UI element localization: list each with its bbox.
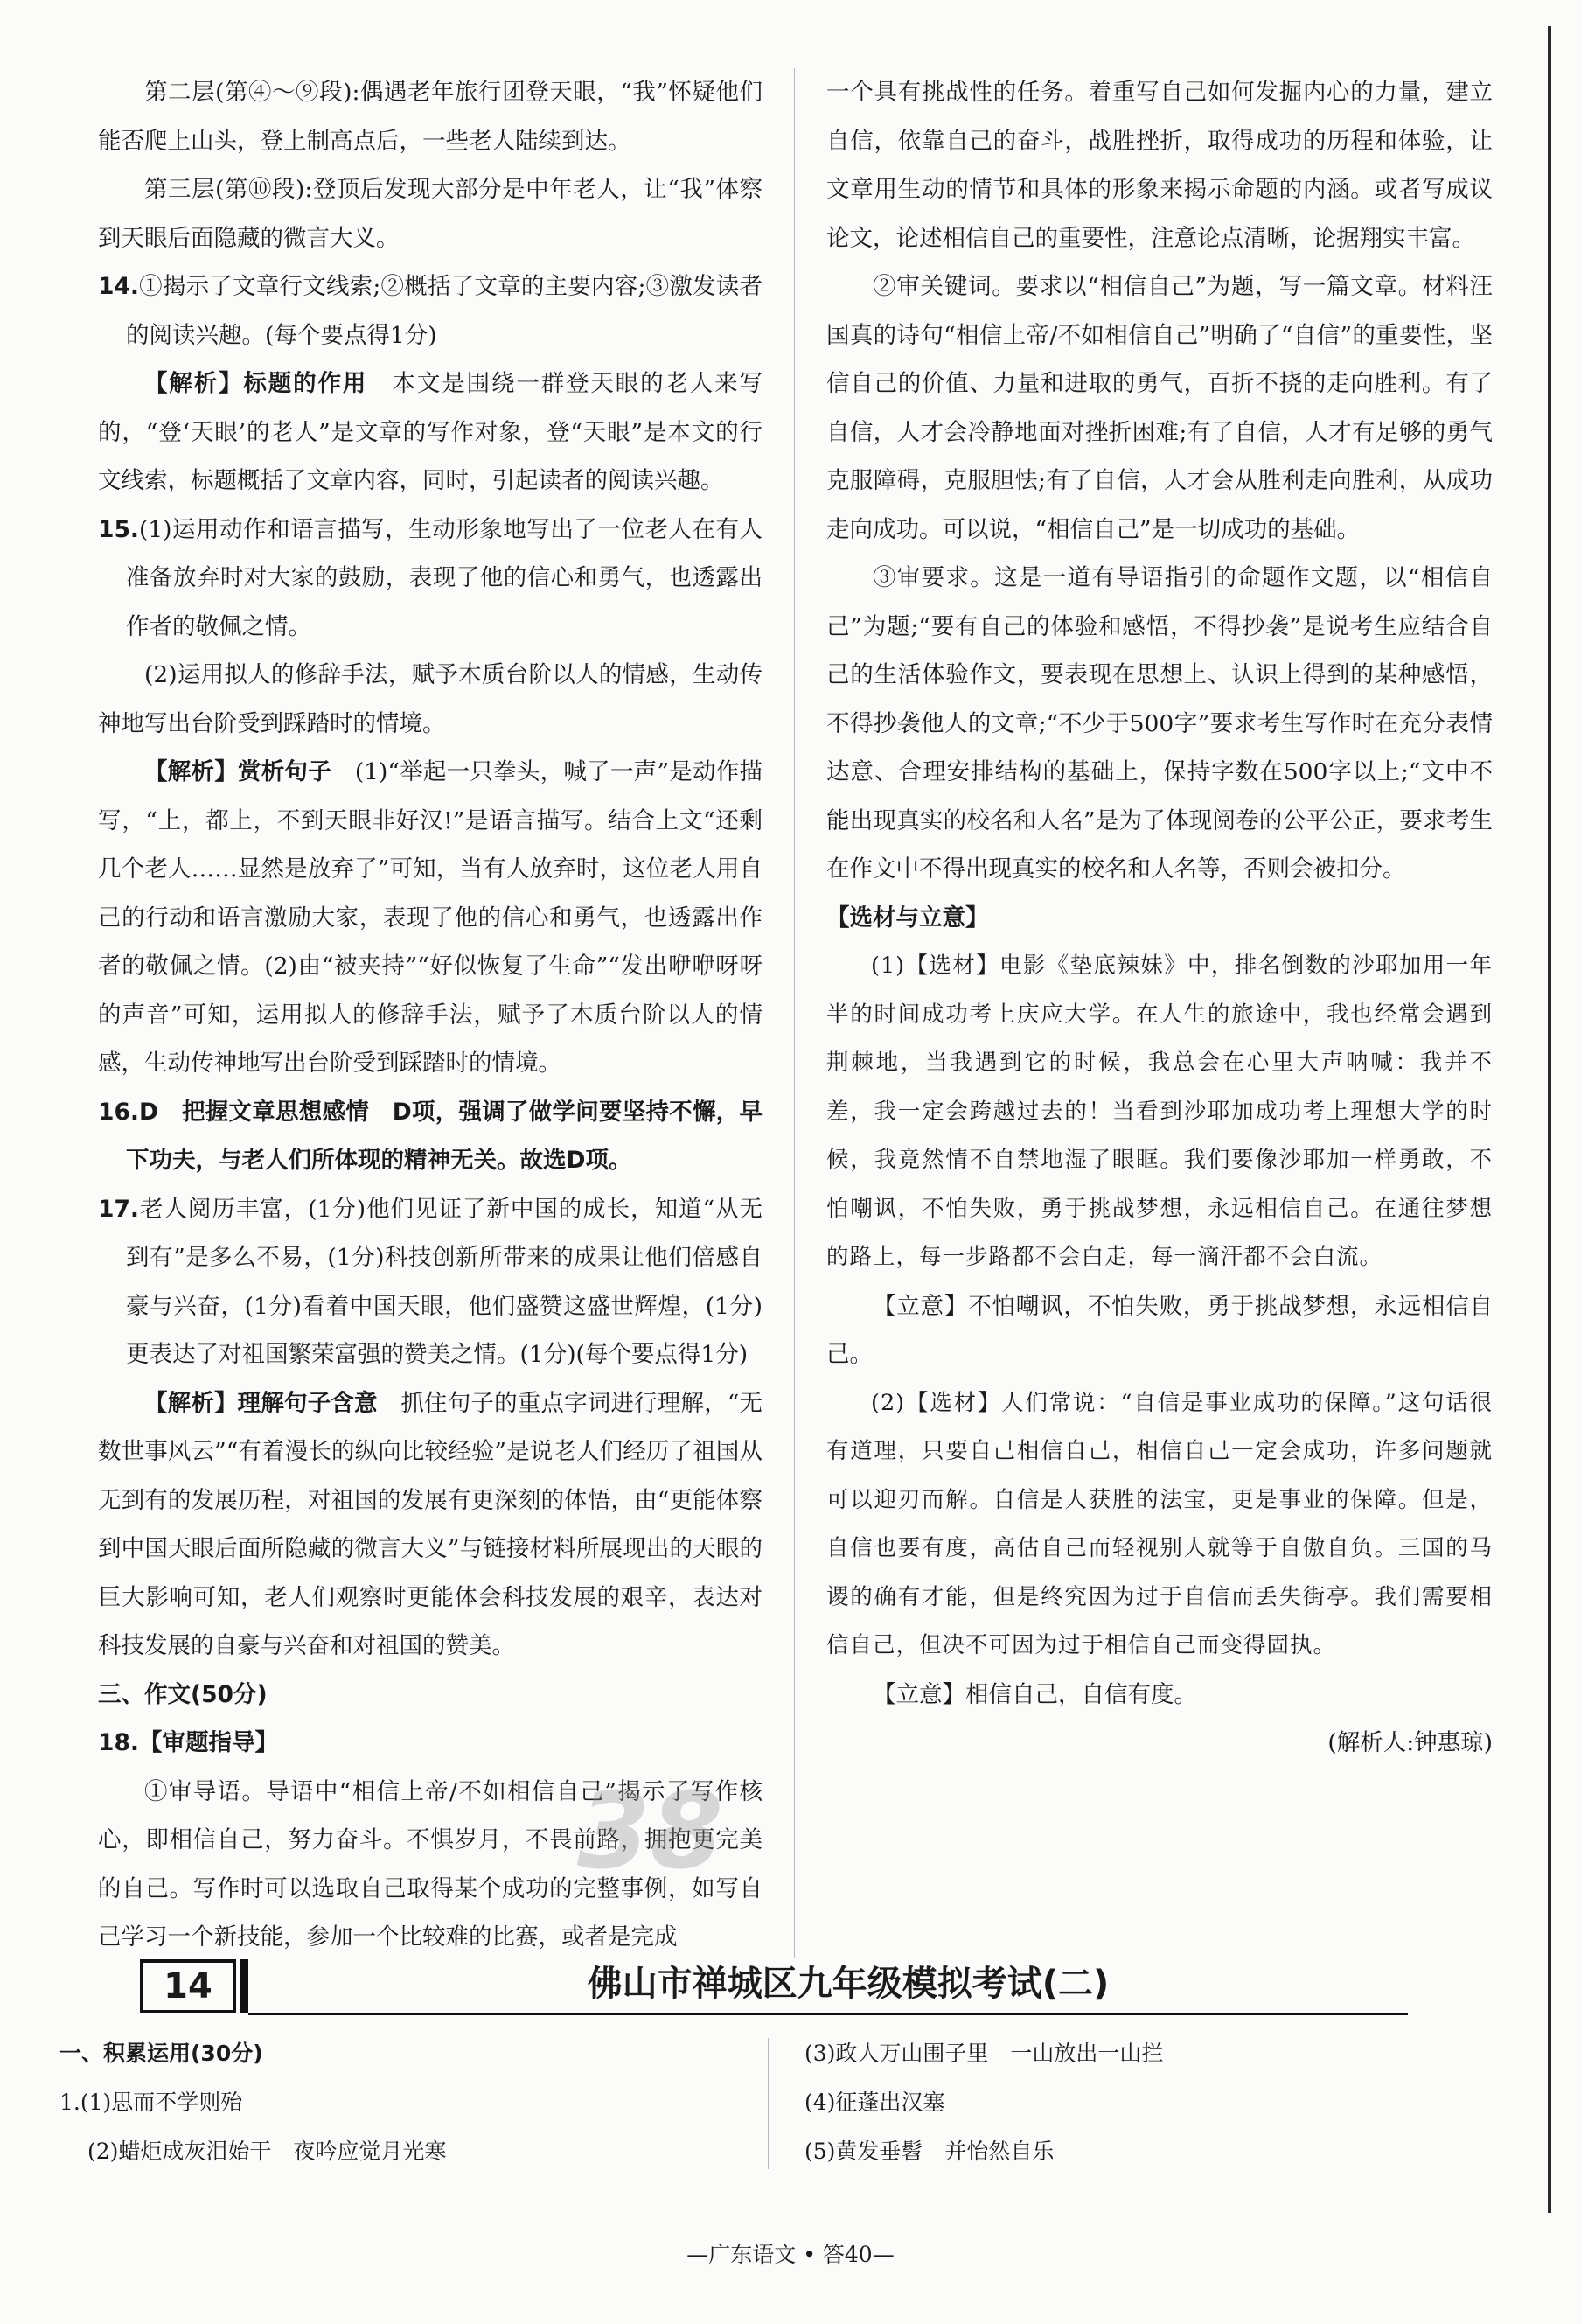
- layer3-text: 第三层(第⑩段):登顶后发现大部分是中年老人，让“我”体察到天眼后面隐藏的微言大义。: [98, 176, 763, 252]
- exam-title: 佛山市禅城区九年级模拟考试(二): [587, 1964, 1110, 2004]
- q14-tag: 【解析】标题的作用: [144, 370, 368, 397]
- guide-continuation: 一个具有挑战性的任务。着重写自己如何发掘内心的力量，建立自信，依靠自己的奋斗，战胜挫折，取得成功的历程和体验，让文章用生动的情节和具体的形象来揭示命题的内涵。或者写成议论文，论述相信自己的重要性，注意论点清晰，论据翔实丰富。: [826, 79, 1493, 252]
- watermark-logo: 38: [577, 1771, 723, 1893]
- q16-answer: [98, 1088, 763, 1185]
- right-column: [826, 68, 1493, 1768]
- idea-1: 【立意】不怕嘲讽，不怕失败，勇于挑战梦想，永远相信自己。: [826, 1292, 1493, 1368]
- guide-2-keywords: ②审关键词。要求以“相信自己”为题，写一篇文章。材料汪国真的诗句“相信上帝/不如相信自己”明确了“自信”的重要性，坚信自己的价值、力量和进取的勇气，百折不挠的走向胜利。有了自信，人才会冷静地面对挫折困难;有了自信，人才有足够的勇气克服障碍，克服胆怯;有了自信，人才会从胜利走向胜利，从成功走向成功。可以说，“相信自己”是一切成功的基础。: [826, 273, 1493, 543]
- q15-tag: 【解析】赏析句子: [144, 758, 332, 785]
- q18-number: 18.: [98, 1729, 139, 1756]
- guide-3-requirements: ③审要求。这是一道有导语指引的命题作文题，以“相信自己”为题;“要有自己的体验和感悟，不得抄袭”是说考生应结合自己的生活体验作文，要表现在思想上、认识上得到的某种感悟，不得抄袭他人的文章;“不少于500字”要求考生写作时在充分表情达意、合理安排结构的基础上，保持字数在500字以上;“文中不能出现真实的校名和人名”是为了体现阅卷的公平公正，要求考生在作文中不得出现真实的校名和人名等，否则会被扣分。: [826, 564, 1493, 883]
- exam-number-badge: 14: [140, 1959, 236, 2013]
- q14-explanation: [98, 359, 763, 506]
- q15-number: 15.: [98, 515, 139, 543]
- analyst-credit: (解析人:钟惠琼): [1327, 1729, 1493, 1756]
- q17-number: 17.: [98, 1195, 139, 1223]
- q15-answer1-text: (1)运用动作和语言描写，生动形象地写出了一位老人在有人准备放弃时对大家的鼓励，表现了他的信心和勇气，也透露出作者的敬佩之情。: [126, 515, 763, 640]
- idea-2: 【立意】相信自己，自信有度。: [873, 1680, 1197, 1708]
- q14-answer-text: ①揭示了文章行文线索;②概括了文章的主要内容;③激发读者的阅读兴趣。(每个要点得1分): [126, 273, 763, 349]
- example-2: (2)【选材】人们常说：“自信是事业成功的保障。”这句话很有道理，只要自己相信自己，相信自己一定会成功，许多问题就可以迎刃而解。自信是人获胜的法宝，更是事业的保障。但是，自信也要有度，高估自己而轻视别人就等于自傲自负。三国的马谡的确有才能，但是终究因为过于自信而丢失街亭。我们需要相信自己，但决不可因为过于相信自己而变得固执。: [826, 1389, 1493, 1658]
- bottom-column-divider: [768, 2038, 769, 2169]
- left-column: [98, 68, 763, 1962]
- q18-guide-1: ①审导语。导语中“相信上帝/不如相信自己”揭示了写作核心，即相信自己，努力奋斗。不惧岁月，不畏前路，拥抱更完美的自己。写作时可以选取自己取得某个成功的完整事例，如写自己学习一个新技能，参加一个比较难的比赛，或者是完成: [98, 1777, 763, 1951]
- q15-explanation-text: (1)“举起一只拳头，喊了一声”是动作描写，“上，都上，不到天眼非好汉!”是语言描写。结合上文“还剩几个老人……显然是放弃了”可知，当有人放弃时，这位老人用自己的行动和语言激励大家，表现了他的信心和勇气，也透露出作者的敬佩之情。(2)由“被夹持”“好似恢复了生命”“发出咿咿呀呀的声音”可知，运用拟人的修辞手法，赋予了木质台阶以人的情感，生动传神地写出台阶受到踩踏时的情境。: [98, 758, 763, 1077]
- section-accumulation-heading: 一、积累运用(30分): [59, 2041, 263, 2066]
- q17-explanation: [98, 1379, 763, 1671]
- bottom-right-column: [804, 2029, 1504, 2176]
- q16-number: 16.: [98, 1098, 139, 1126]
- q1-part1: 1.(1)思而不学则殆: [59, 2090, 243, 2115]
- q17-answer-text: 老人阅历丰富，(1分)他们见证了新中国的成长，知道“从无到有”是多么不易，(1分)科技创新所带来的成果让他们倍感自豪与兴奋，(1分)看着中国天眼，他们盛赞这盛世辉煌，(1分)更表达了对祖国繁荣富强的赞美之情。(1分)(每个要点得1分): [126, 1195, 763, 1368]
- q14-explanation-text: 本文是围绕一群登天眼的老人来写的，“登‘天眼’的老人”是文章的写作对象，登“天眼”是本文的行文线索，标题概括了文章内容，同时，引起读者的阅读兴趣。: [98, 370, 763, 494]
- q17-answer: [98, 1185, 763, 1379]
- exam-banner: [140, 1959, 1408, 2020]
- layer2-text: 第二层(第④～⑨段):偶遇老年旅行团登天眼，“我”怀疑他们能否爬上山头，登上制高点后，一些老人陆续到达。: [98, 79, 763, 155]
- q18-tag: 【审题指导】: [138, 1729, 278, 1756]
- q16-answer-text: D 把握文章思想感情 D项，强调了做学问要坚持不懈，早下功夫，与老人们所体现的精神无关。故选D项。: [126, 1098, 763, 1174]
- q17-tag: 【解析】理解句子含意: [144, 1389, 378, 1417]
- bottom-left-column: [59, 2029, 759, 2176]
- example-1: (1)【选材】电影《垫底辣妹》中，排名倒数的沙耶加用一年半的时间成功考上庆应大学。在人生的旅途中，我也经常会遇到荆棘地，当我遇到它的时候，我总会在心里大声呐喊：我并不差，我一定会跨越过去的！当看到沙耶加成功考上理想大学的时候，我竟然情不自禁地湿了眼眶。我们要像沙耶加一样勇敢，不怕嘲讽，不怕失败，勇于挑战梦想，永远相信自己。在通往梦想的路上，每一步路都不会白走，每一滴汗都不会白流。: [826, 953, 1493, 1270]
- q1-part4: (4)征蓬出汉塞: [804, 2090, 945, 2115]
- q17-explanation-text: 抓住句子的重点字词进行理解，“无数世事风云”“有着漫长的纵向比较经验”是说老人们经历了祖国从无到有的发展历程，对祖国的发展有更深刻的体悟，由“更能体察到中国天眼后面所隐藏的微言大义”与链接材料所展现出的天眼的巨大影响可知，老人们观察时更能体会科技发展的艰辛，表达对科技发展的自豪与兴奋和对祖国的赞美。: [98, 1389, 763, 1659]
- q14-answer: [98, 262, 763, 359]
- q18-heading: [98, 1719, 763, 1768]
- q15-answer-1: [98, 506, 763, 652]
- q15-answer-2: (2)运用拟人的修辞手法，赋予木质台阶以人的情感，生动传神地写出台阶受到踩踏时的情境。: [98, 661, 763, 737]
- page-footer: —广东语文 • 答40—: [686, 2242, 895, 2267]
- q1-part2: (2)蜡炬成灰泪始干 夜吟应觉月光寒: [87, 2139, 447, 2164]
- q1-part5: (5)黄发垂髫 并怡然自乐: [804, 2139, 1055, 2164]
- page-edge-line: [1548, 26, 1551, 2213]
- column-divider: [794, 68, 795, 1958]
- banner-rule: [248, 2013, 1408, 2015]
- badge-bar: [240, 1959, 248, 2013]
- q14-number: 14.: [98, 273, 139, 300]
- q1-part3: (3)政人万山围子里 一山放出一山拦: [804, 2041, 1164, 2066]
- q15-explanation: [98, 748, 763, 1088]
- section-composition-heading: 三、作文(50分): [98, 1680, 268, 1708]
- selection-heading: 【选材与立意】: [826, 904, 989, 932]
